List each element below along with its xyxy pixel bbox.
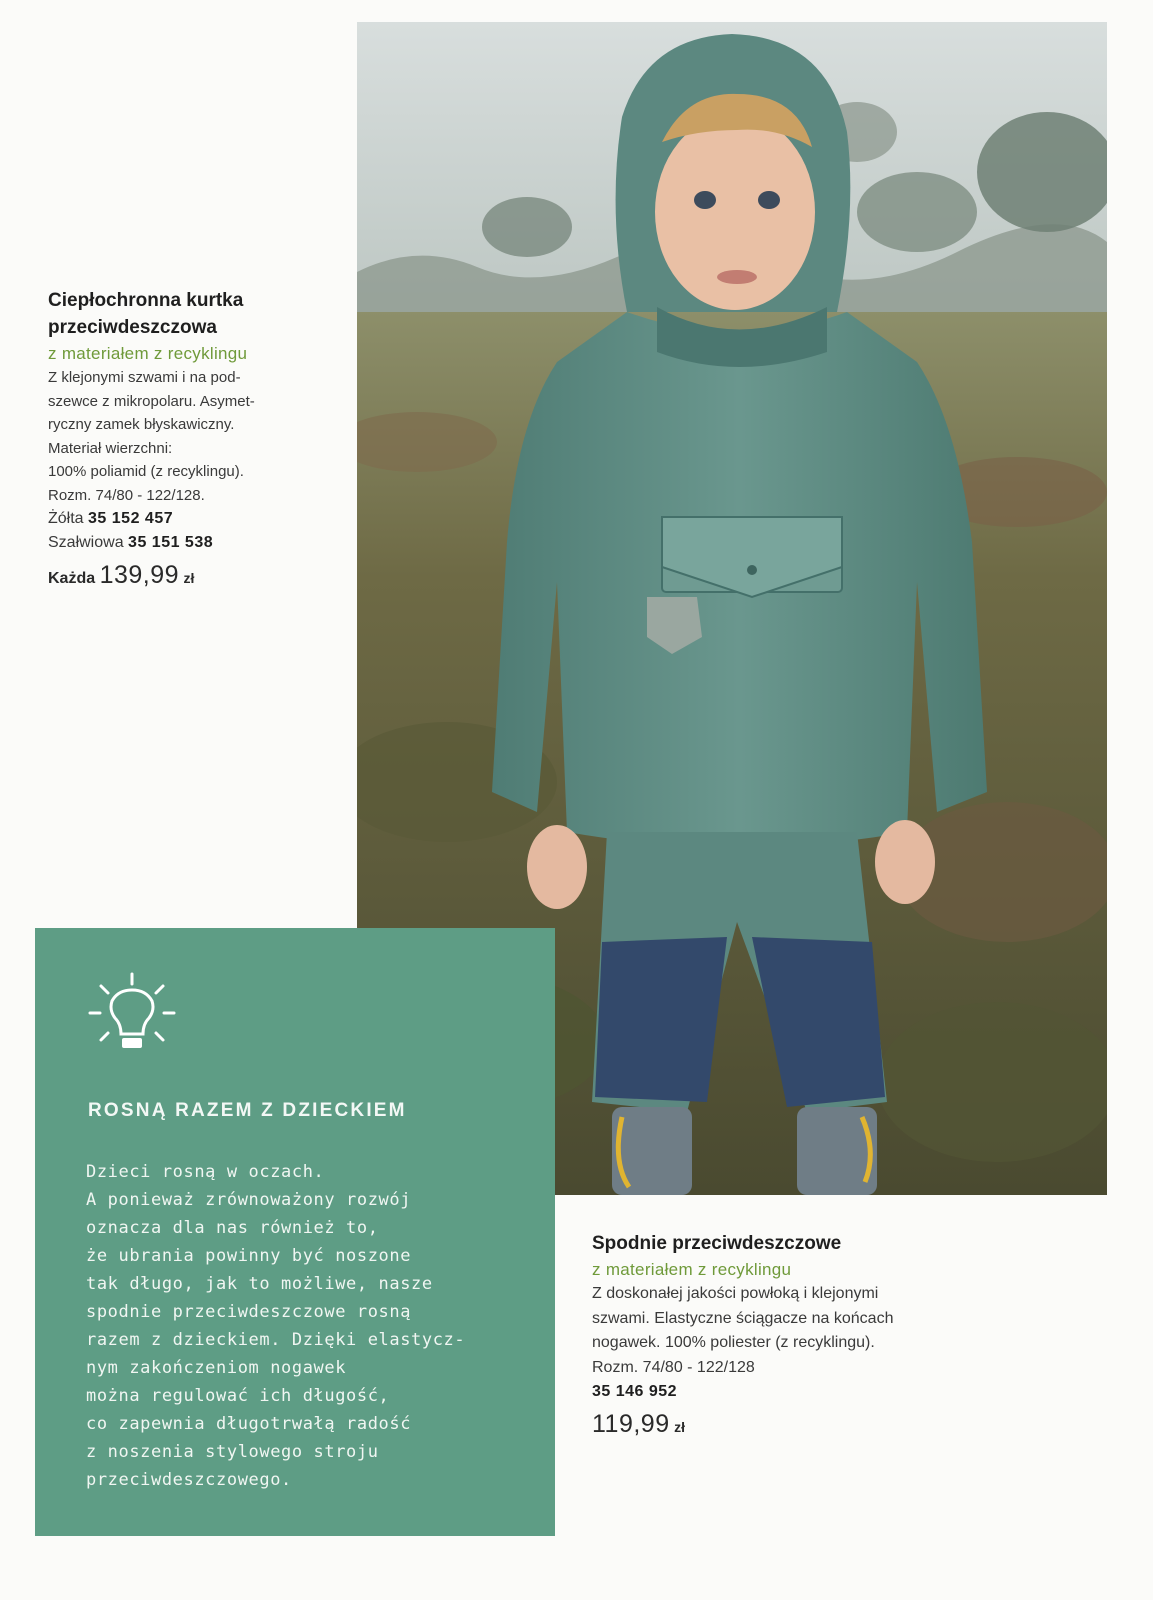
jacket-price-line xyxy=(48,561,338,590)
jacket-subtitle: z materiałem z recyklingu xyxy=(48,344,248,363)
jacket-title-line1: Ciepłochronna kurtka xyxy=(48,290,244,311)
jacket-title-line2: przeciwdeszczowa xyxy=(48,317,217,338)
variant-code: 35 151 538 xyxy=(128,534,214,551)
jacket-description xyxy=(48,366,338,507)
currency: zł xyxy=(183,570,195,586)
jacket-price: 139,99 xyxy=(99,561,180,589)
pants-product-info xyxy=(592,1230,1012,1439)
jacket-variant-yellow xyxy=(48,507,338,531)
jacket-desc-line: Z klejonymi szwami i na pod- xyxy=(48,369,241,386)
pants-price-line xyxy=(592,1410,1012,1439)
tip-body: Dzieci rosną w oczach. A ponieważ zrównoważony rozwój oznacza dla nas również to, że ubrania powinny być noszone tak długo, jak to możliwe, nasze spodnie przeciwdeszczowe rosną razem z dzieckiem. Dzięki elastycz- nym zakończeniom nogawek można regulować ich długość, co zapewnia długotrwałą radość z noszenia stylowego stroju przeciwdeszczowego. xyxy=(86,1162,466,1490)
pants-desc-line: Rozm. 74/80 - 122/128 xyxy=(592,1358,755,1376)
pants-description xyxy=(592,1282,1012,1380)
variant-code: 35 152 457 xyxy=(88,510,174,527)
pants-desc-line: szwami. Elastyczne ściągacze na końcach xyxy=(592,1309,894,1327)
jacket-desc-line: Rozm. 74/80 - 122/128. xyxy=(48,486,205,504)
pants-code: 35 146 952 xyxy=(592,1383,678,1400)
jacket-desc-line: szewce z mikropolaru. Asymet- xyxy=(48,392,255,410)
currency: zł xyxy=(674,1419,685,1435)
variant-color: Żółta xyxy=(48,510,84,527)
pants-title: Spodnie przeciwdeszczowe xyxy=(592,1233,842,1254)
price-lead: Każda xyxy=(48,570,96,587)
pants-desc-line: nogawek. 100% poliester (z recyklingu). xyxy=(592,1334,875,1351)
lightbulb-icon xyxy=(87,968,177,1058)
jacket-product-info xyxy=(48,287,338,590)
pants-price: 119,99 xyxy=(592,1410,670,1438)
pants-desc-line: Z doskonałej jakości powłoką i klejonymi xyxy=(592,1285,879,1302)
tip-heading: ROSNĄ RAZEM Z DZIECKIEM xyxy=(88,1100,407,1121)
pants-code-line xyxy=(592,1380,1012,1404)
jacket-desc-line: 100% poliamid (z recyklingu). xyxy=(48,463,244,480)
tip-box xyxy=(35,928,555,1536)
variant-color: Szałwiowa xyxy=(48,534,124,551)
pants-subtitle: z materiałem z recyklingu xyxy=(592,1260,792,1279)
jacket-desc-line: ryczny zamek błyskawiczny. xyxy=(48,416,235,433)
jacket-variant-sage xyxy=(48,531,338,555)
jacket-desc-line: Materiał wierzchni: xyxy=(48,439,173,457)
